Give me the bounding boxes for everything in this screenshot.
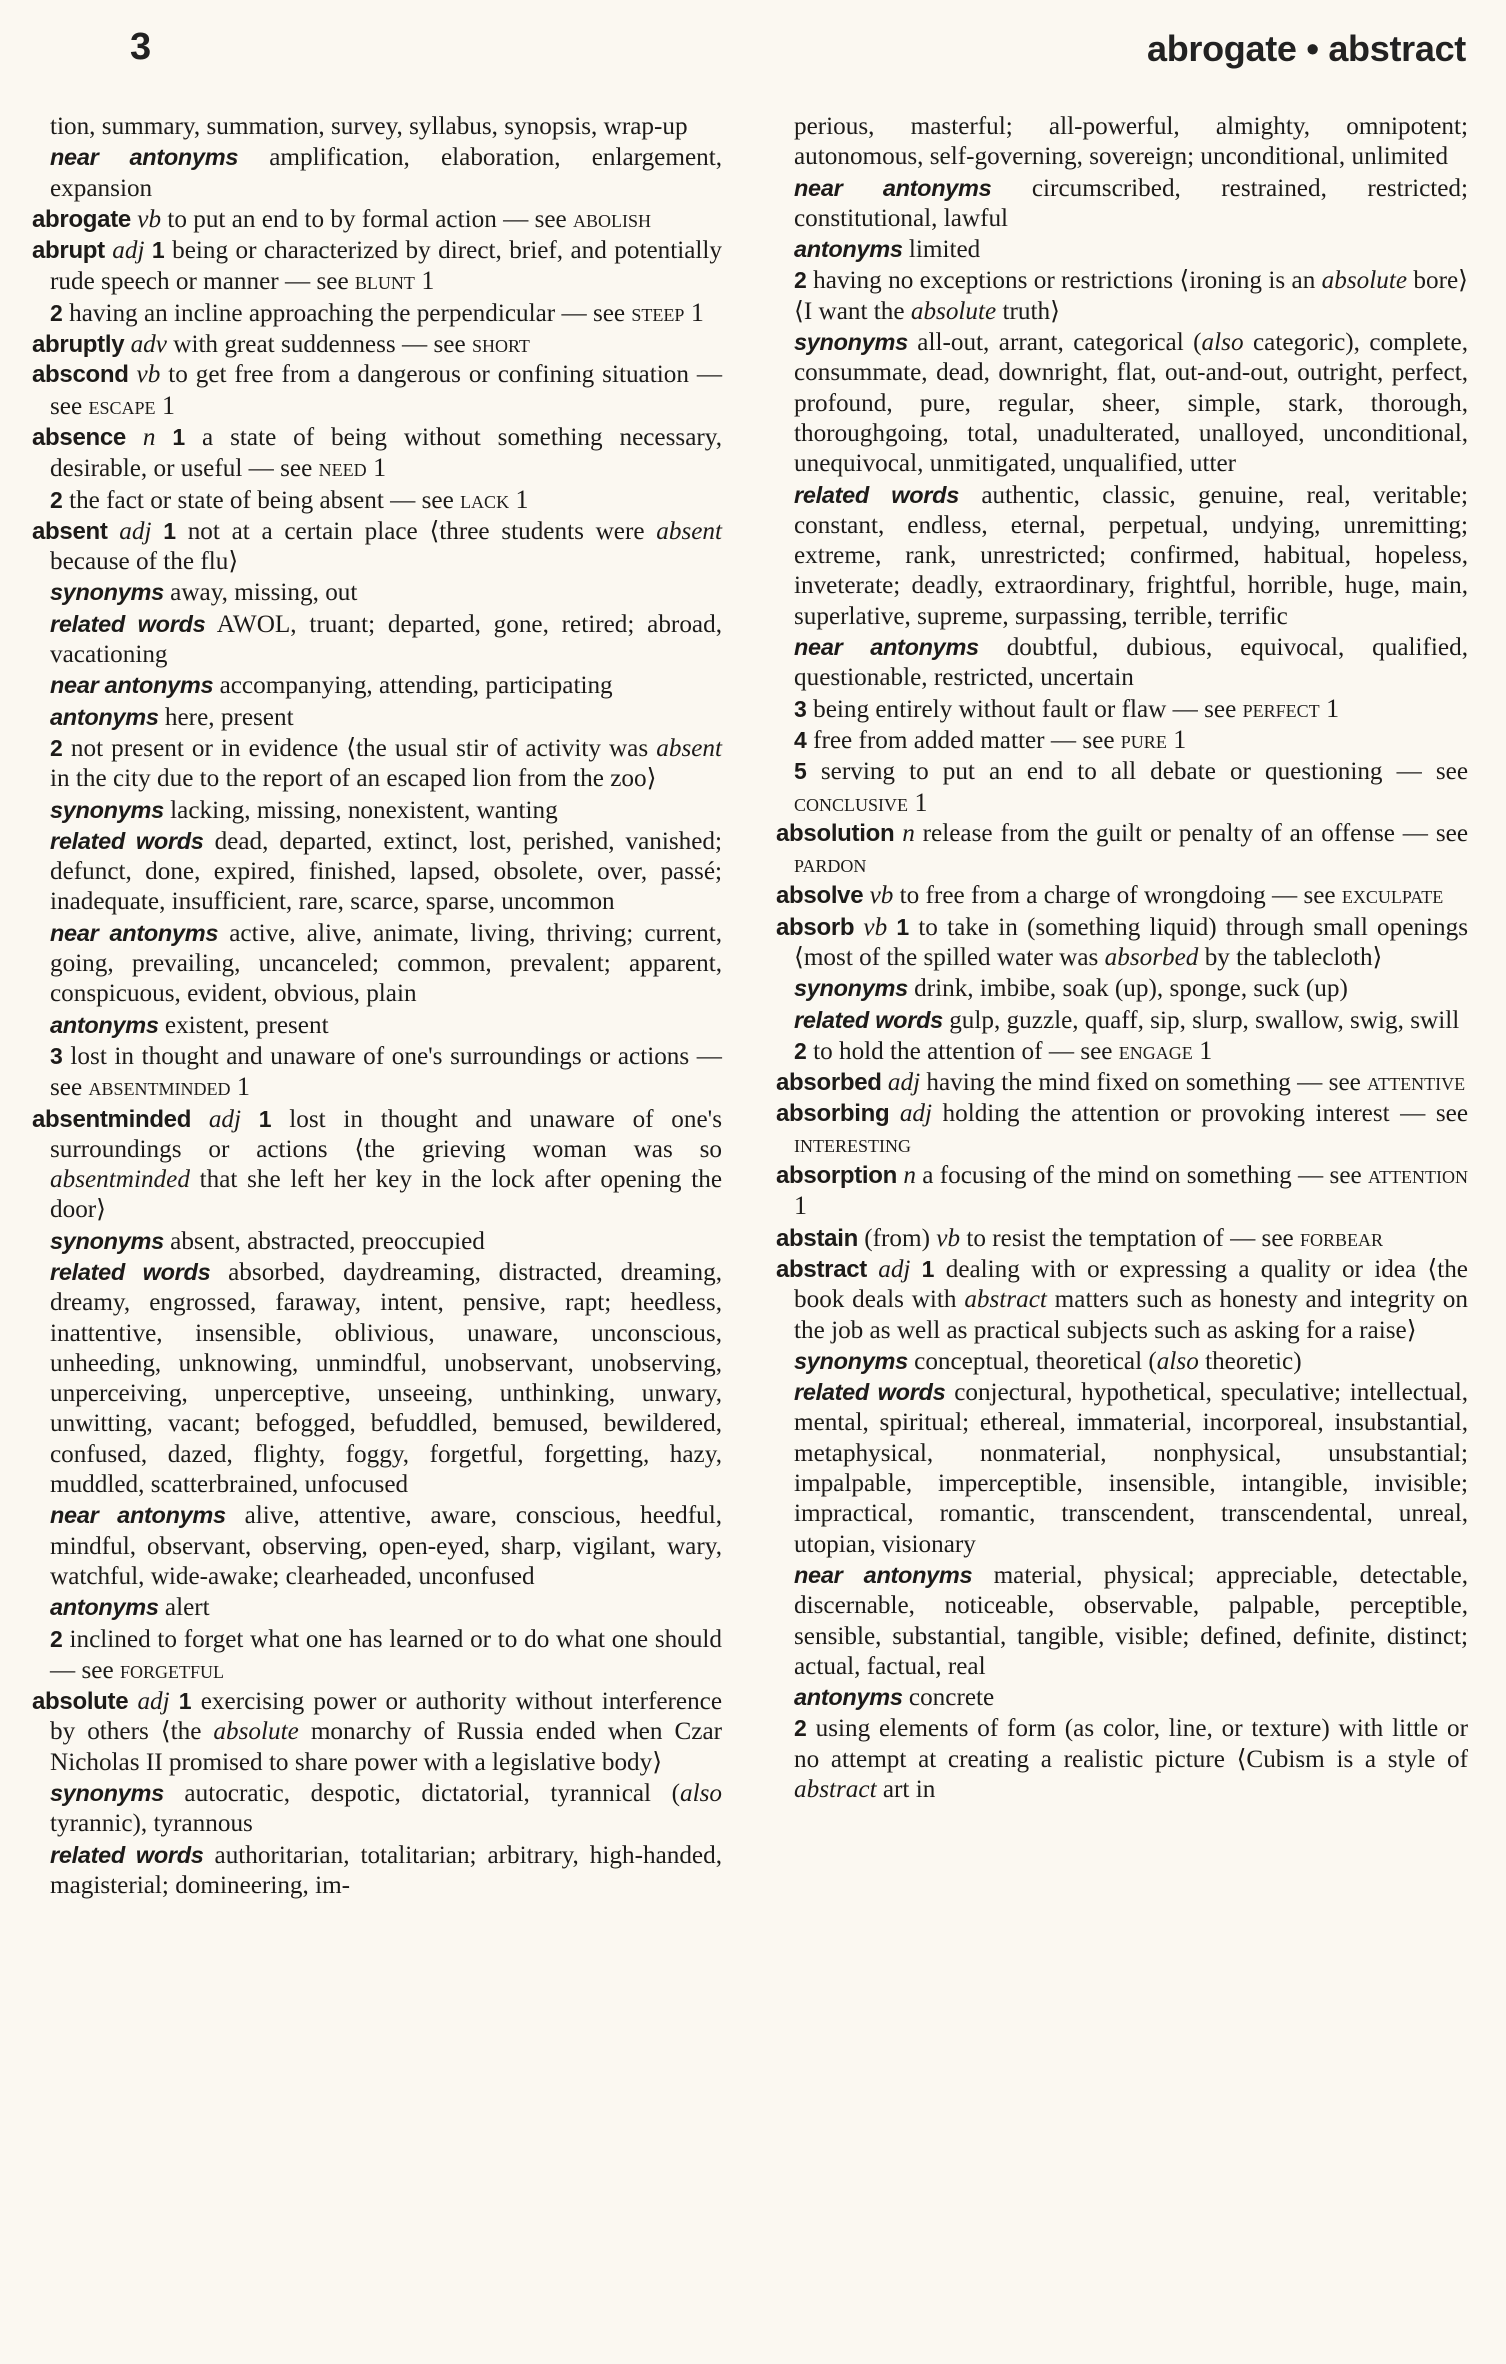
definition-text: AWOL, truant; departed, gone, retired; abroad, vacationing bbox=[50, 610, 722, 669]
dictionary-entry bbox=[776, 1223, 1468, 1254]
label-line bbox=[32, 1840, 722, 1902]
part-of-speech: adj bbox=[119, 517, 152, 545]
definition-text: having an incline approaching the perpendicular — see bbox=[69, 299, 626, 327]
part-of-speech: adv bbox=[130, 331, 167, 359]
definition-text: here, present bbox=[164, 703, 294, 731]
section-label: near antonyms bbox=[794, 1561, 973, 1588]
label-line bbox=[776, 1005, 1468, 1036]
part-of-speech: n bbox=[903, 1162, 916, 1190]
part-of-speech: vb bbox=[869, 882, 894, 910]
section-label: synonyms bbox=[794, 975, 908, 1002]
headword: absorbed bbox=[776, 1069, 882, 1097]
headword: absorbing bbox=[776, 1099, 890, 1127]
section-label: near antonyms bbox=[50, 672, 214, 699]
definition-text: using elements of form (as color, line, or texture) with little or no attempt at creating a realistic picture ⟨Cubism is a style of bbox=[794, 1715, 1469, 1773]
example-word: abstract bbox=[794, 1776, 877, 1804]
sense-number: 2 bbox=[794, 267, 807, 294]
sense-number: 4 bbox=[794, 726, 807, 753]
label-line bbox=[776, 1346, 1468, 1377]
headword: abscond bbox=[32, 361, 129, 389]
cross-reference: short bbox=[471, 329, 530, 359]
definition-text: being entirely without fault or flaw — see bbox=[813, 695, 1237, 723]
label-line bbox=[32, 142, 722, 204]
cross-reference: attentive bbox=[1367, 1067, 1466, 1097]
dictionary-entry bbox=[32, 360, 722, 422]
section-label: near antonyms bbox=[50, 919, 219, 946]
sense bbox=[32, 733, 722, 795]
dictionary-entry bbox=[776, 880, 1468, 911]
section-label: near antonyms bbox=[794, 174, 992, 201]
definition-text: active, alive, animate, living, thriving; current, going, prevailing, uncanceled; common, prevalent; apparent, conspicuous, evident, obvious, plain bbox=[50, 919, 722, 1008]
label-line bbox=[776, 1377, 1468, 1560]
label-line bbox=[32, 1778, 722, 1840]
sense bbox=[776, 756, 1468, 819]
running-head: abrogate • abstract bbox=[1146, 28, 1466, 69]
dictionary-entry bbox=[776, 1067, 1468, 1098]
definition-text: holding the attention or provoking interest — see bbox=[942, 1099, 1469, 1127]
example-word: absent bbox=[656, 517, 723, 545]
example-word: absent bbox=[656, 734, 723, 762]
definition-text: to get free from a dangerous or confining situation — see bbox=[50, 361, 723, 420]
sense-number: 2 bbox=[794, 1715, 807, 1742]
sense-number: 1 bbox=[163, 517, 176, 544]
definition-text: accompanying, attending, participating bbox=[219, 672, 613, 700]
definition-text: serving to put an end to all debate or questioning — see bbox=[820, 758, 1468, 786]
dictionary-entry bbox=[32, 235, 722, 298]
definition-text: absent, abstracted, preoccupied bbox=[170, 1227, 485, 1255]
definition-text: autocratic, despotic, dictatorial, tyrannical ( bbox=[184, 1780, 681, 1808]
label-line bbox=[32, 1257, 722, 1500]
cross-reference: escape 1 bbox=[88, 390, 175, 420]
label-line bbox=[32, 609, 722, 671]
example-word: absolute bbox=[910, 297, 997, 325]
section-label: near antonyms bbox=[794, 634, 979, 661]
sense bbox=[776, 265, 1468, 327]
definition-text: tion, summary, summation, survey, syllabus, synopsis, wrap-up bbox=[50, 113, 688, 140]
section-label: related words bbox=[794, 481, 959, 508]
also-marker: also bbox=[680, 1780, 723, 1808]
label-line bbox=[776, 632, 1468, 694]
definition-text: with great suddenness — see bbox=[173, 331, 466, 359]
definition-text: conjectural, hypothetical, speculative; intellectual, mental, spiritual; ethereal, immaterial, incorporeal, insubstantial, metaphysical, nonmaterial, nonphysical, unsubstantial; impalpable, imperceptible, insensible, intangible, invisible; impractical, romantic, transcendent, transcendental, unreal, utopian, visionary bbox=[794, 1379, 1468, 1558]
definition-text: material, physical; appreciable, detectable, discernable, noticeable, observable, palpable, perceptible, sensible, substantial, tangible, visible; defined, definite, distinct; actual, factual, real bbox=[794, 1561, 1468, 1680]
definition-text: alive, attentive, aware, conscious, heedful, mindful, observant, observing, open-eyed, sharp, vigilant, wary, watchful, wide-awake; clearheaded, unconfused bbox=[50, 1502, 722, 1590]
page-number: 3 bbox=[130, 26, 152, 68]
section-label: synonyms bbox=[50, 796, 164, 823]
headword: abruptly bbox=[32, 331, 125, 359]
label-line bbox=[32, 670, 722, 701]
part-of-speech: vb bbox=[136, 361, 161, 389]
example-word: absorbed bbox=[1104, 944, 1199, 972]
definition-text: to take in (something liquid) through small openings ⟨most of the spilled water was bbox=[794, 913, 1469, 972]
section-label: related words bbox=[50, 1841, 204, 1868]
dictionary-entry bbox=[776, 912, 1468, 974]
cross-reference: interesting bbox=[794, 1128, 911, 1158]
section-label: synonyms bbox=[794, 329, 908, 356]
cross-reference: conclusive 1 bbox=[794, 787, 928, 817]
also-marker: also bbox=[1201, 329, 1244, 357]
sense-number: 2 bbox=[50, 734, 63, 761]
cross-reference: perfect 1 bbox=[1242, 693, 1340, 723]
dictionary-entry bbox=[32, 1686, 722, 1778]
dictionary-entry bbox=[32, 516, 722, 578]
definition-text: not at a certain place ⟨three students were bbox=[187, 517, 645, 545]
definition-text: existent, present bbox=[164, 1011, 329, 1039]
dictionary-entry bbox=[776, 819, 1468, 881]
definition-text: categoric), complete, consummate, dead, downright, flat, out-and-out, outright, perfect, profound, pure, regular, sheer, simple, stark, thorough, thoroughgoing, total, unadulterated, unalloyed, unconditional, unequivocal, unmitigated, unqualified, utter bbox=[794, 329, 1469, 478]
section-label: synonyms bbox=[50, 1227, 164, 1254]
cross-reference: forbear bbox=[1300, 1222, 1384, 1252]
sense bbox=[32, 1041, 722, 1104]
headword: absolve bbox=[776, 882, 864, 910]
sense-number: 5 bbox=[794, 758, 807, 785]
label-line bbox=[32, 1500, 722, 1592]
headword: absence bbox=[32, 423, 126, 451]
dictionary-entry bbox=[32, 422, 722, 485]
label-line bbox=[32, 702, 722, 733]
label-line bbox=[776, 1560, 1468, 1682]
dictionary-entry bbox=[32, 1104, 722, 1226]
headword: absolution bbox=[776, 819, 895, 847]
definition-text: away, missing, out bbox=[170, 579, 358, 607]
definition-text: gulp, guzzle, quaff, sip, slurp, swallow, swig, swill bbox=[949, 1006, 1460, 1034]
right-column bbox=[776, 112, 1468, 1805]
headword: absent bbox=[32, 517, 108, 545]
label-line bbox=[32, 1010, 722, 1041]
definition-text: all-out, arrant, categorical ( bbox=[917, 329, 1202, 357]
label-line bbox=[32, 577, 722, 608]
cross-reference: pure 1 bbox=[1120, 724, 1187, 754]
definition-text: amplification, elaboration, enlargement, expansion bbox=[50, 144, 723, 202]
definition-text: conceptual, theoretical ( bbox=[914, 1347, 1157, 1375]
definition-text: to free from a charge of wrongdoing — see bbox=[899, 882, 1336, 910]
definition-text: the fact or state of being absent — see bbox=[69, 486, 454, 514]
section-label: synonyms bbox=[794, 1347, 908, 1374]
dictionary-entry bbox=[776, 1099, 1468, 1161]
sense bbox=[776, 1036, 1468, 1067]
cross-reference: lack 1 bbox=[460, 484, 529, 514]
definition-text: by the tablecloth⟩ bbox=[1204, 944, 1383, 972]
definition-text: free from added matter — see bbox=[813, 726, 1115, 754]
part-of-speech: adj bbox=[112, 237, 145, 265]
label-line bbox=[32, 918, 722, 1010]
section-label: related words bbox=[50, 827, 204, 854]
sense-number: 2 bbox=[50, 486, 63, 513]
sense bbox=[32, 298, 722, 329]
cross-reference: blunt 1 bbox=[354, 266, 435, 296]
sense-number: 1 bbox=[151, 237, 165, 264]
label-line bbox=[32, 1592, 722, 1623]
definition-text: dead, departed, extinct, lost, perished, vanished; defunct, done, expired, finished, lapsed, obsolete, over, passé; inadequate, insufficient, rare, scarce, sparse, uncommon bbox=[50, 827, 723, 916]
definition-text: circumscribed, restrained, restricted; constitutional, lawful bbox=[794, 174, 1469, 232]
definition-text: authentic, classic, genuine, real, veritable; constant, endless, eternal, perpetual, undying, unremitting; extreme, rank, unrestricted; confirmed, habitual, hopeless, inveterate; deadly, extraordinary, frightful, horrible, huge, main, superlative, supreme, surpassing, terrible, terrific bbox=[794, 481, 1468, 630]
cross-reference: exculpate bbox=[1341, 880, 1444, 910]
section-label: related words bbox=[794, 1379, 946, 1406]
section-label: related words bbox=[794, 1006, 943, 1033]
definition-text: limited bbox=[908, 236, 981, 264]
sense-number: 1 bbox=[921, 1255, 935, 1282]
sense-number: 1 bbox=[178, 1688, 192, 1715]
headword: absorb bbox=[776, 913, 855, 941]
definition-text: lacking, missing, nonexistent, wanting bbox=[170, 796, 558, 824]
sense-number: 1 bbox=[258, 1105, 272, 1132]
part-of-speech: vb bbox=[863, 913, 888, 941]
example-word: absolute bbox=[1321, 267, 1408, 295]
definition-text: a state of being without something necessary, desirable, or useful — see bbox=[50, 423, 723, 483]
definition-text: inclined to forget what one has learned or to do what one should — see bbox=[50, 1625, 723, 1684]
section-label: related words bbox=[50, 1258, 211, 1285]
cross-reference: steep 1 bbox=[631, 297, 704, 327]
definition-text: lost in thought and unaware of one's surroundings or actions — see bbox=[50, 1042, 722, 1102]
part-of-speech: vb bbox=[137, 205, 162, 233]
left-column bbox=[32, 112, 722, 1901]
label-line bbox=[776, 234, 1468, 265]
definition-text: having the mind fixed on something — see bbox=[926, 1069, 1361, 1097]
definition-text: to put an end to by formal action — see bbox=[167, 205, 567, 233]
label-line bbox=[776, 327, 1468, 479]
label-line bbox=[32, 1226, 722, 1257]
continuation-text bbox=[776, 112, 1468, 173]
definition-text: exercising power or authority without interference by others ⟨the bbox=[50, 1688, 723, 1746]
sense bbox=[776, 725, 1468, 756]
definition-text: truth⟩ bbox=[1002, 297, 1060, 325]
part-of-speech: adj bbox=[899, 1099, 933, 1127]
section-label: antonyms bbox=[794, 1684, 903, 1711]
label-line bbox=[776, 973, 1468, 1004]
definition-text: matters such as honesty and integrity on the job as well as practical subjects such as asking for a raise⟩ bbox=[794, 1286, 1468, 1344]
part-of-speech: n bbox=[142, 423, 156, 451]
definition-text: lost in thought and unaware of one's surroundings or actions ⟨the grieving woman was so bbox=[50, 1105, 722, 1163]
definition-text: not present or in evidence ⟨the usual stir of activity was bbox=[70, 734, 649, 762]
definition-text: a focusing of the mind on something — see bbox=[922, 1162, 1362, 1190]
section-label: antonyms bbox=[50, 703, 159, 730]
headword: absorption bbox=[776, 1162, 897, 1190]
headword: abstract bbox=[776, 1255, 867, 1283]
section-label: related words bbox=[50, 610, 206, 637]
label-line bbox=[32, 826, 722, 918]
definition-text: dealing with or expressing a quality or idea ⟨the book deals with bbox=[794, 1255, 1468, 1314]
headword: absentminded bbox=[32, 1105, 192, 1133]
definition-text: to resist the temptation of — see bbox=[966, 1224, 1294, 1252]
section-label: near antonyms bbox=[50, 1502, 226, 1529]
definition-text: drink, imbibe, soak (up), sponge, suck (up) bbox=[914, 975, 1348, 1003]
sense-number: 1 bbox=[896, 913, 910, 940]
cross-reference: absentminded 1 bbox=[88, 1072, 250, 1102]
cross-reference: forgetful bbox=[119, 1654, 224, 1684]
part-of-speech: adj bbox=[208, 1105, 242, 1133]
definition-text: because of the flu⟩ bbox=[50, 548, 239, 576]
definition-text: being or characterized by direct, brief, and potentially rude speech or manner — see bbox=[50, 237, 722, 296]
definition-text: that she left her key in the lock after opening the door⟩ bbox=[50, 1166, 722, 1224]
part-of-speech: vb bbox=[936, 1224, 961, 1252]
definition-text: doubtful, dubious, equivocal, qualified, questionable, restricted, uncertain bbox=[794, 634, 1468, 692]
sense-number: 3 bbox=[50, 1042, 63, 1069]
dictionary-entry bbox=[776, 1160, 1468, 1223]
cross-reference: need 1 bbox=[318, 453, 387, 483]
part-of-speech: n bbox=[902, 819, 915, 847]
definition-text: bore⟩ ⟨I want the bbox=[794, 267, 1468, 325]
part-of-speech: adj bbox=[137, 1688, 170, 1716]
section-label: antonyms bbox=[794, 236, 903, 263]
definition-text: perious, masterful; all-powerful, almighty, omnipotent; autonomous, self-governing, sovereign; unconditional, unlimited bbox=[794, 113, 1468, 171]
section-label: synonyms bbox=[50, 579, 164, 606]
definition-text: having no exceptions or restrictions ⟨ironing is an bbox=[813, 267, 1316, 295]
headword: absolute bbox=[32, 1688, 129, 1716]
part-of-speech: adj bbox=[878, 1255, 911, 1283]
definition-text: absorbed, daydreaming, distracted, dreaming, dreamy, engrossed, faraway, intent, pensive, rapt; heedless, inattentive, insensible, oblivious, unaware, unconscious, unheeding, unknowing, unmindful, unobservant, unobserving, unperceiving, unperceptive, unseeing, unthinking, unwary, unwitting, vacant; befogged, befuddled, bemused, bewildered, confused, dazed, flighty, foggy, forgetful, forgetting, hazy, muddled, scatterbrained, unfocused bbox=[50, 1258, 723, 1499]
example-word: abstract bbox=[964, 1286, 1047, 1314]
label-line bbox=[32, 795, 722, 826]
sense bbox=[32, 485, 722, 516]
headword: abrogate bbox=[32, 205, 131, 233]
section-label: antonyms bbox=[50, 1594, 159, 1621]
section-label: antonyms bbox=[50, 1011, 159, 1038]
sense-number: 2 bbox=[50, 1625, 63, 1652]
label-line bbox=[776, 173, 1468, 235]
definition-text: monarchy of Russia ended when Czar Nicholas II promised to share power with a legislative body⟩ bbox=[50, 1718, 723, 1776]
dictionary-entry bbox=[32, 329, 722, 360]
sense bbox=[32, 1624, 722, 1687]
sense-number: 2 bbox=[794, 1037, 807, 1064]
headword: abrupt bbox=[32, 237, 105, 265]
sense bbox=[776, 694, 1468, 725]
example-word: absolute bbox=[213, 1718, 299, 1746]
definition-text: authoritarian, totalitarian; arbitrary, high-handed, magisterial; domineering, im- bbox=[50, 1841, 723, 1899]
label-line bbox=[776, 480, 1468, 632]
continuation-text bbox=[32, 112, 722, 142]
definition-text: alert bbox=[164, 1594, 210, 1622]
definition-text: art in bbox=[882, 1776, 936, 1804]
label-line bbox=[776, 1682, 1468, 1713]
dictionary-entry bbox=[32, 204, 722, 235]
definition-text: theoretic) bbox=[1205, 1347, 1302, 1375]
also-marker: also bbox=[1156, 1347, 1199, 1375]
definition-text: in the city due to the report of an escaped lion from the zoo⟩ bbox=[50, 765, 657, 793]
section-label: near antonyms bbox=[50, 144, 239, 171]
cross-reference: attention 1 bbox=[794, 1160, 1469, 1221]
cross-reference: pardon bbox=[794, 849, 867, 879]
definition-text: tyrannic), tyrannous bbox=[50, 1810, 253, 1838]
cross-reference: abolish bbox=[573, 203, 652, 233]
sense-number: 2 bbox=[50, 299, 63, 326]
sense-number: 3 bbox=[794, 695, 807, 722]
cross-reference: engage 1 bbox=[1118, 1035, 1213, 1065]
definition-text: concrete bbox=[908, 1684, 995, 1712]
sense-number: 1 bbox=[172, 423, 186, 450]
dictionary-entry bbox=[776, 1254, 1468, 1346]
example-word: absentminded bbox=[50, 1166, 190, 1194]
section-label: synonyms bbox=[50, 1780, 164, 1807]
sense bbox=[776, 1713, 1468, 1805]
part-of-speech: adj bbox=[887, 1069, 921, 1097]
entry-qualifier: (from) bbox=[864, 1224, 930, 1252]
headword: abstain bbox=[776, 1224, 858, 1252]
definition-text: release from the guilt or penalty of an offense — see bbox=[922, 819, 1469, 847]
definition-text: to hold the attention of — see bbox=[813, 1037, 1113, 1065]
